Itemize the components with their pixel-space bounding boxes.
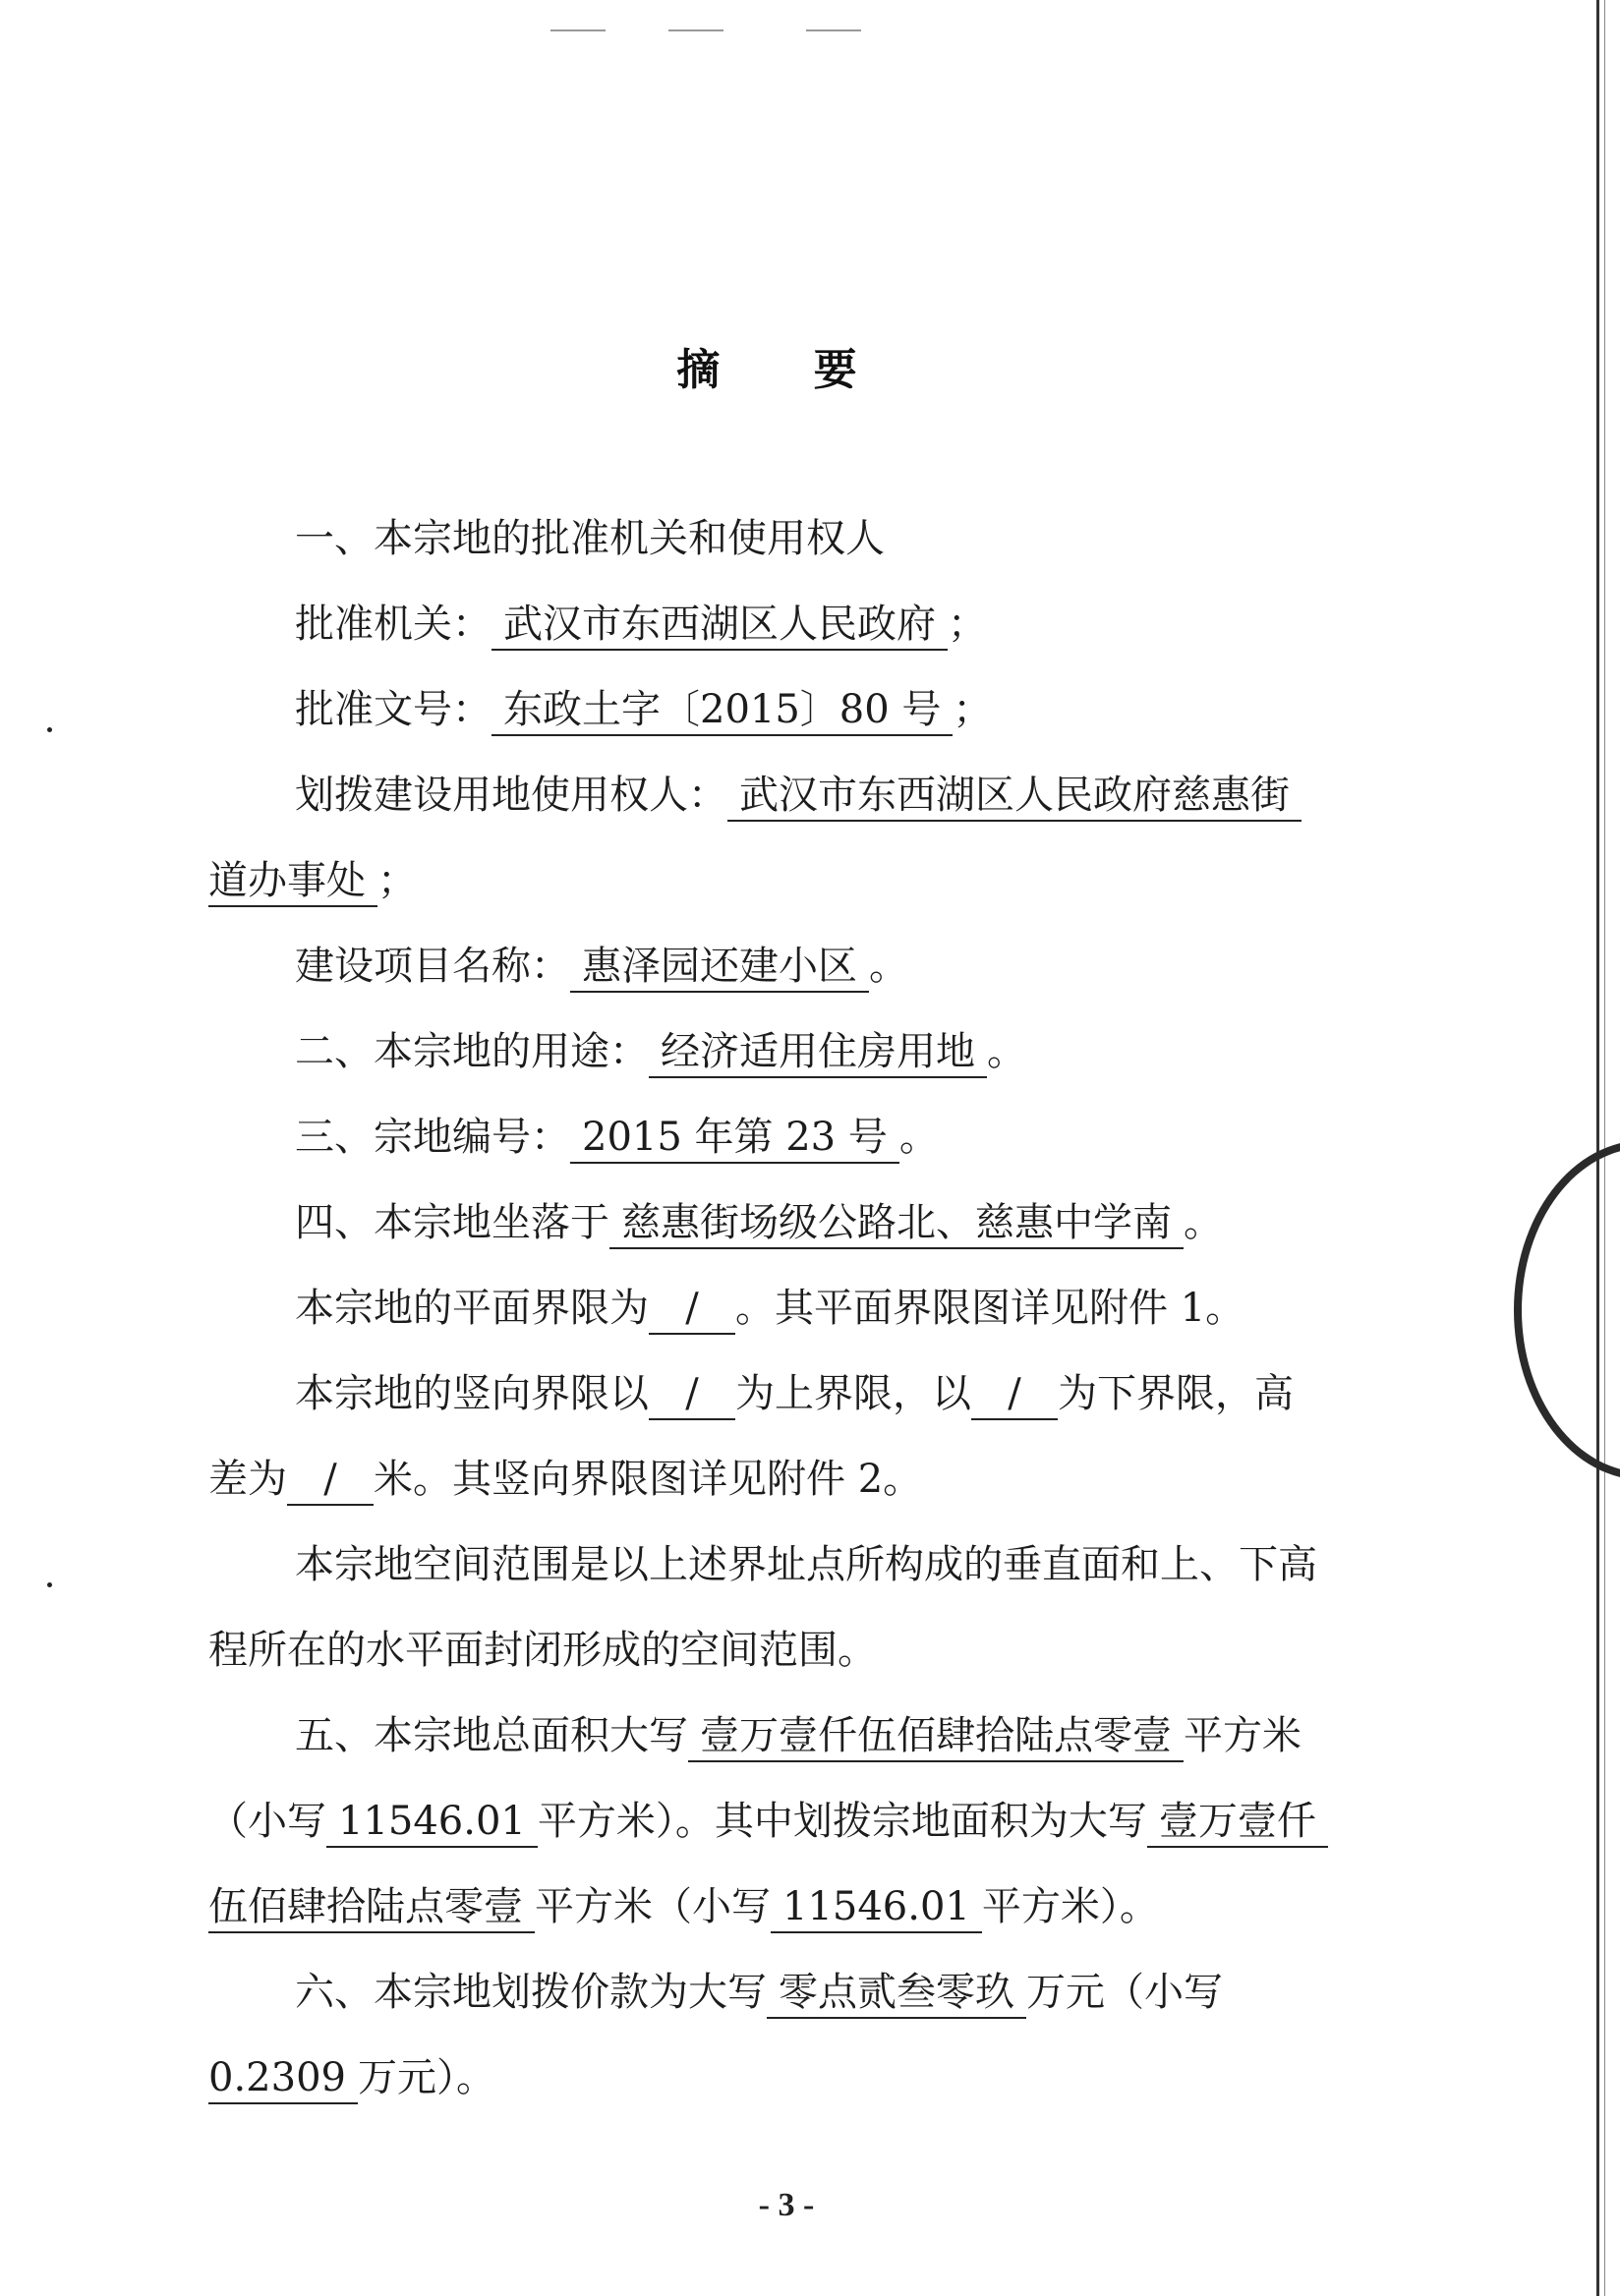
section5-line2 bbox=[208, 1794, 1328, 1849]
space-range-line1: 本宗地空间范围是以上述界址点所构成的垂直面和上、下高 bbox=[295, 1542, 1317, 1587]
allocated-area-upper-part1: 壹万壹仟 bbox=[1147, 1797, 1328, 1848]
height-diff-value: / bbox=[287, 1455, 374, 1506]
approval-no-end: ； bbox=[953, 687, 993, 732]
parcel-no-end: 。 bbox=[898, 1115, 939, 1160]
land-user-value-part1: 武汉市东西湖区人民政府慈惠街 bbox=[727, 771, 1302, 822]
location-end: 。 bbox=[1184, 1200, 1223, 1245]
allocated-area-post: 平方米）。 bbox=[981, 1884, 1159, 1929]
scan-speck bbox=[47, 727, 52, 732]
plane-boundary-value: / bbox=[649, 1284, 735, 1335]
page-number: - 3 - bbox=[758, 2187, 815, 2223]
section6-line2 bbox=[208, 2050, 495, 2105]
total-area-small-pre: （小写 bbox=[208, 1799, 326, 1844]
price-pre: 六、本宗地划拨价款为大写 bbox=[295, 1970, 767, 2015]
price-upper: 零点贰叁零玖 bbox=[767, 1968, 1026, 2019]
total-area-upper: 壹万壹仟伍佰肆拾陆点零壹 bbox=[688, 1711, 1184, 1762]
lower-limit-value: / bbox=[971, 1369, 1058, 1420]
approval-authority-end: ； bbox=[948, 602, 987, 647]
allocated-area-unit: 平方米（小写 bbox=[535, 1884, 771, 1929]
price-unit: 万元（小写 bbox=[1026, 1970, 1223, 2015]
approval-authority-label: 批准机关： bbox=[295, 602, 492, 647]
section1-heading: 一、本宗地的批准机关和使用权人 bbox=[295, 516, 885, 561]
vertical-boundary-mid: 为上界限，以 bbox=[735, 1371, 971, 1416]
section4-line bbox=[295, 1195, 1223, 1250]
parcel-no-label: 三、宗地编号： bbox=[295, 1115, 570, 1160]
total-area-lower: 11546.01 bbox=[326, 1797, 538, 1848]
vertical-boundary-line bbox=[295, 1366, 1294, 1421]
land-use-end: 。 bbox=[987, 1029, 1026, 1074]
upper-limit-value: / bbox=[649, 1369, 735, 1420]
official-seal bbox=[1514, 1140, 1620, 1480]
approval-no-line bbox=[295, 682, 992, 737]
page-title: 摘 要 bbox=[676, 345, 897, 395]
land-user-label: 划拨建设用地使用权人： bbox=[295, 773, 727, 818]
approval-no-value: 东政土字〔2015〕80 号 bbox=[492, 685, 953, 736]
section3-line bbox=[295, 1110, 939, 1165]
height-diff-pre: 差为 bbox=[208, 1457, 287, 1502]
section2-line bbox=[295, 1024, 1026, 1079]
scan-mark bbox=[806, 29, 861, 31]
scan-speck bbox=[47, 1582, 52, 1587]
section5-line1 bbox=[295, 1708, 1302, 1763]
total-area-small-post: 平方米）。其中划拨宗地面积为大写 bbox=[537, 1799, 1147, 1844]
parcel-no-value: 2015 年第 23 号 bbox=[570, 1113, 899, 1164]
location-value: 慈惠街场级公路北、慈惠中学南 bbox=[609, 1198, 1184, 1249]
location-label: 四、本宗地坐落于 bbox=[295, 1200, 609, 1245]
land-user-value-part2: 道办事处 bbox=[208, 856, 377, 907]
project-label: 建设项目名称： bbox=[295, 944, 570, 989]
plane-boundary-line bbox=[295, 1281, 1244, 1336]
land-user-line bbox=[295, 768, 1302, 823]
price-post: 万元）。 bbox=[357, 2055, 495, 2100]
project-value: 惠泽园还建小区 bbox=[570, 942, 869, 993]
land-use-label: 二、本宗地的用途： bbox=[295, 1029, 649, 1074]
approval-authority-value: 武汉市东西湖区人民政府 bbox=[492, 600, 948, 651]
height-diff-post: 米。其竖向界限图详见附件 2。 bbox=[374, 1457, 923, 1502]
scan-mark bbox=[550, 29, 606, 31]
scan-mark bbox=[668, 29, 723, 31]
total-area-pre: 五、本宗地总面积大写 bbox=[295, 1713, 688, 1758]
land-use-value: 经济适用住房用地 bbox=[649, 1027, 987, 1078]
project-line bbox=[295, 939, 908, 994]
vertical-boundary-pre: 本宗地的竖向界限以 bbox=[295, 1371, 649, 1416]
scan-edge bbox=[1596, 0, 1599, 2296]
section5-line3 bbox=[208, 1879, 1159, 1934]
allocated-area-lower: 11546.01 bbox=[771, 1882, 982, 1933]
space-range-line2: 程所在的水平面封闭形成的空间范围。 bbox=[208, 1628, 877, 1673]
section6-line1 bbox=[295, 1965, 1223, 2020]
vertical-boundary-post: 为下界限，高 bbox=[1058, 1371, 1294, 1416]
price-lower: 0.2309 bbox=[208, 2053, 358, 2104]
allocated-area-upper-part2: 伍佰肆拾陆点零壹 bbox=[208, 1882, 535, 1933]
height-diff-line bbox=[208, 1452, 922, 1507]
project-end: 。 bbox=[869, 944, 908, 989]
land-user-line-2 bbox=[208, 853, 417, 908]
land-user-end: ； bbox=[377, 858, 417, 903]
approval-authority-line bbox=[295, 597, 987, 652]
plane-boundary-post: 。其平面界限图详见附件 1。 bbox=[735, 1286, 1245, 1331]
total-area-unit: 平方米 bbox=[1184, 1713, 1302, 1758]
plane-boundary-pre: 本宗地的平面界限为 bbox=[295, 1286, 649, 1331]
approval-no-label: 批准文号： bbox=[295, 687, 492, 732]
